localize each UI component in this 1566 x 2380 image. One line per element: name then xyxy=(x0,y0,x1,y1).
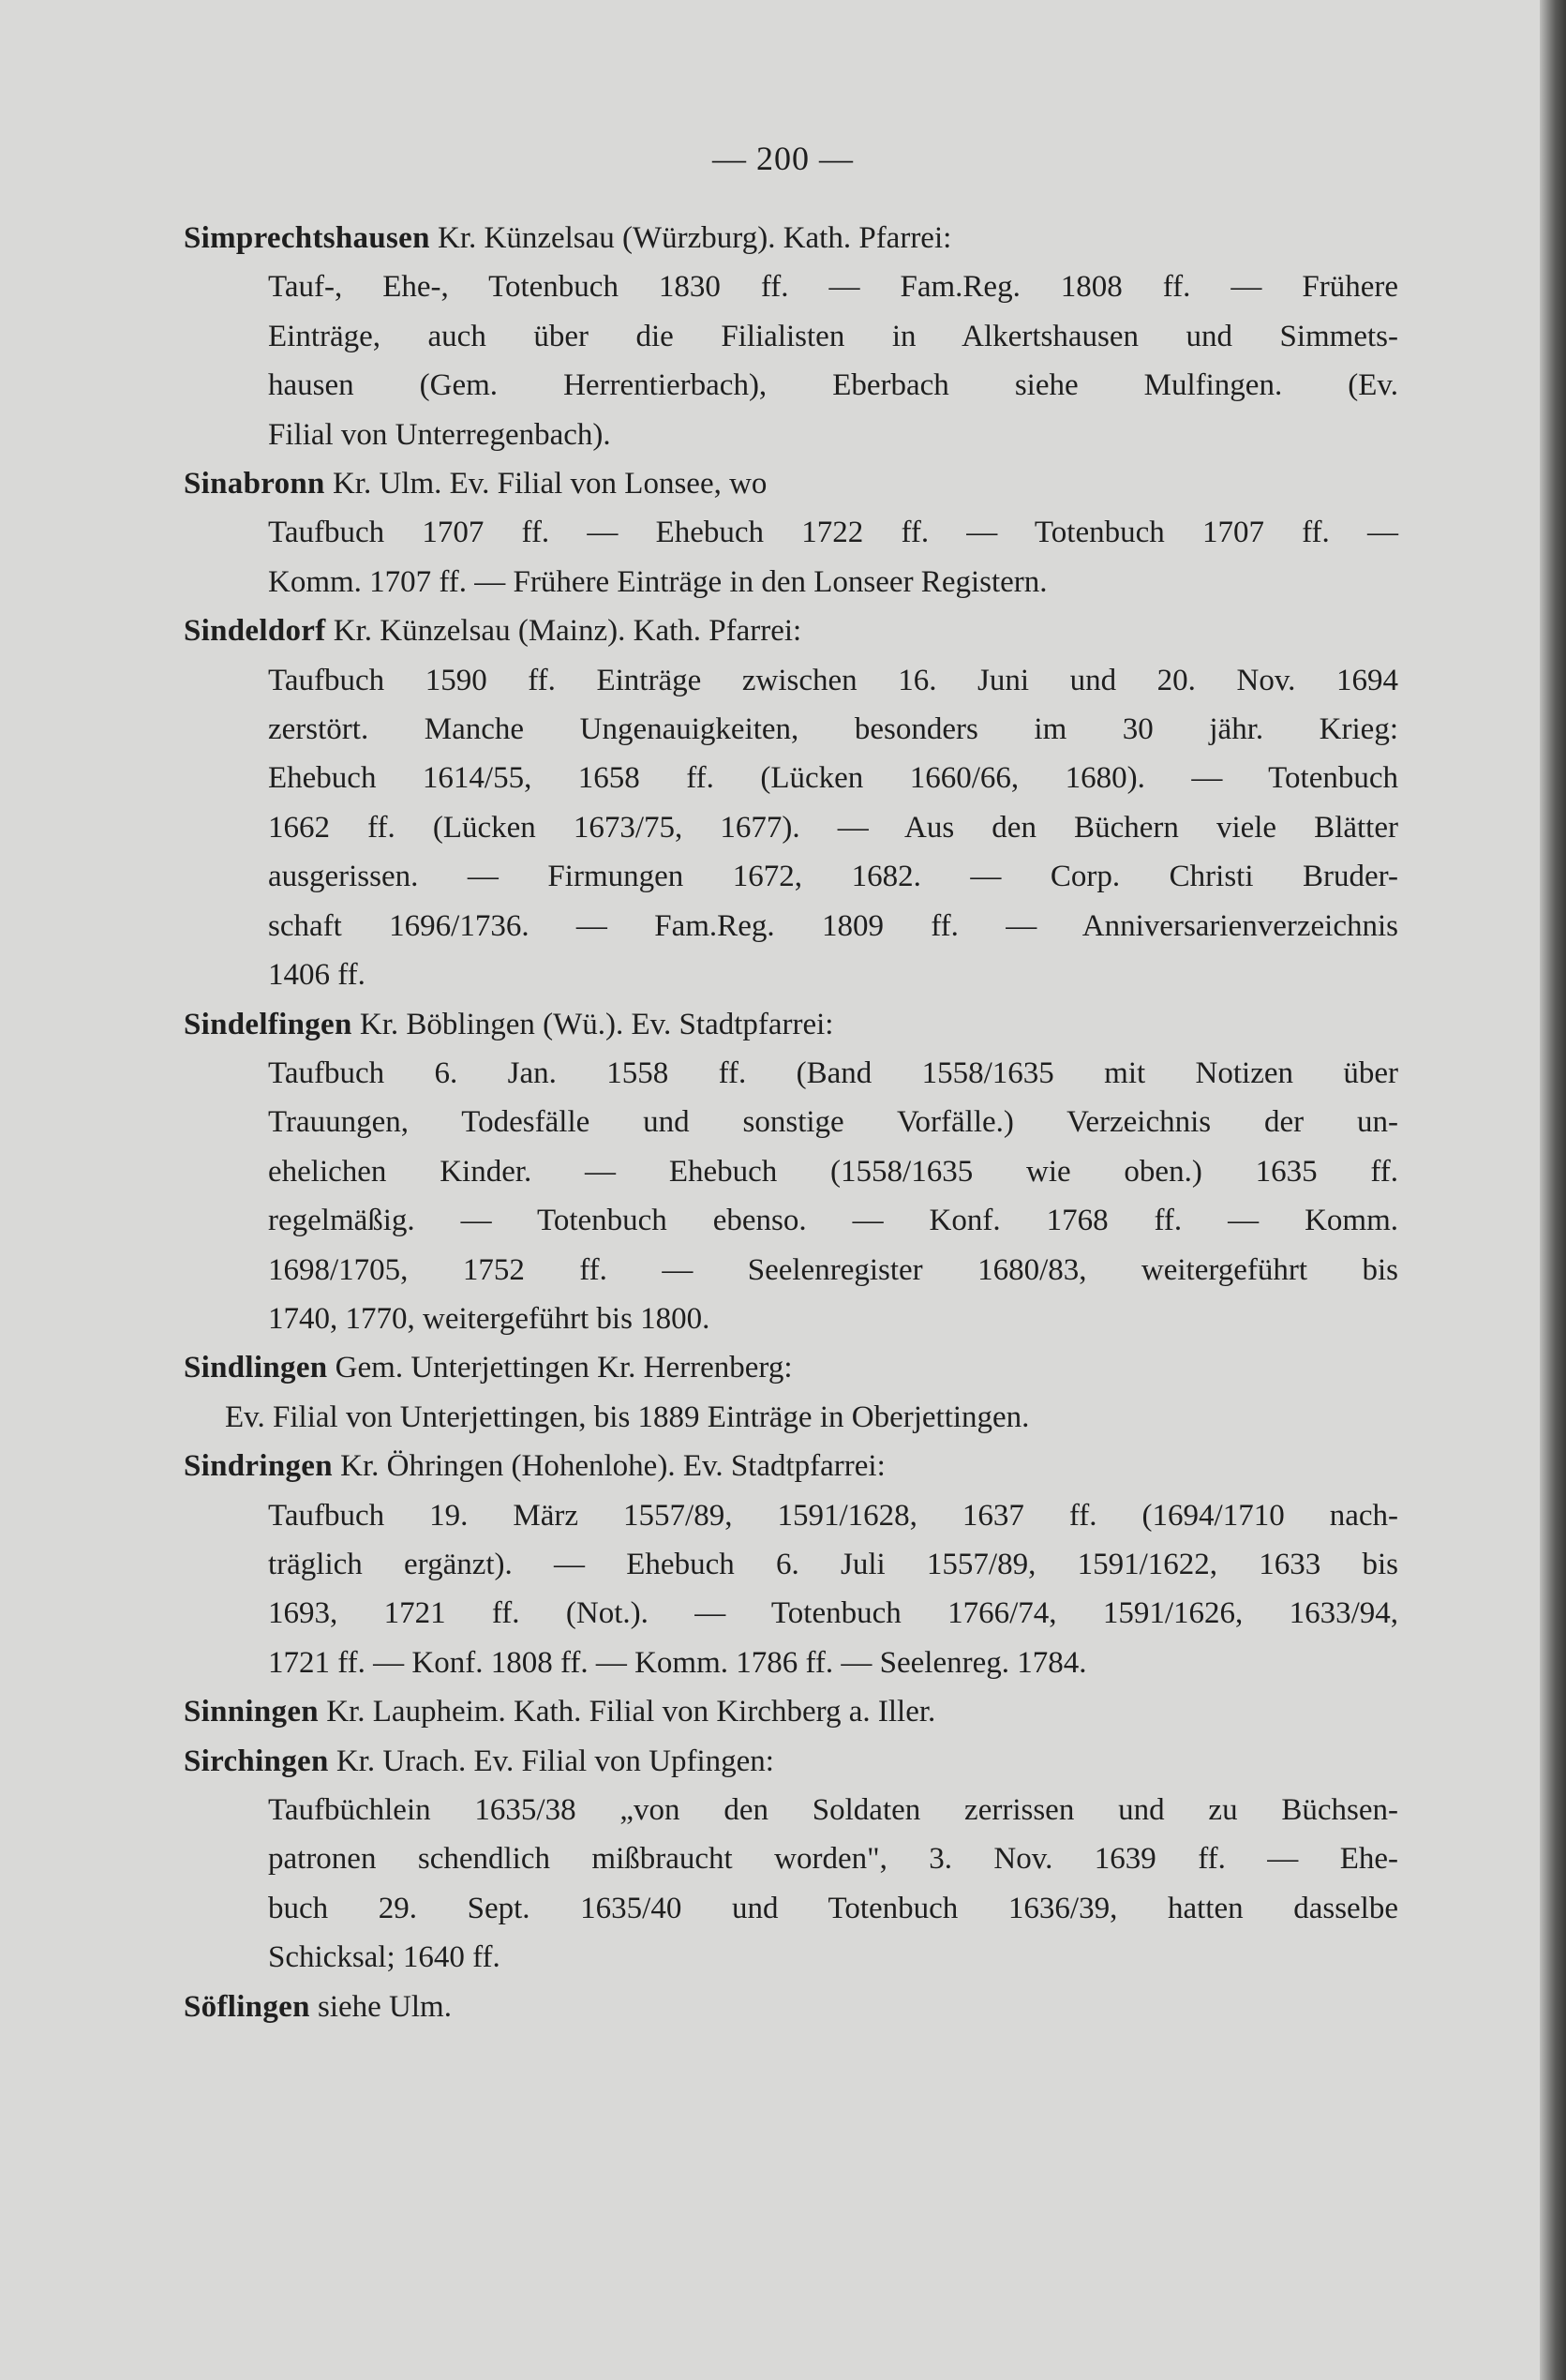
place-name: Sinabronn xyxy=(184,467,325,501)
register-entry xyxy=(184,1442,1398,1687)
entry-text-line xyxy=(184,1639,1398,1687)
line-text: ehelichen Kinder. — Ehebuch (1558/1635 wie oben.) 1635 ff. xyxy=(268,1154,1398,1189)
entry-text-line xyxy=(184,1295,1398,1343)
line-text: Tauf-, Ehe-, Totenbuch 1830 ff. — Fam.Reg. 1808 ff. — Frühere xyxy=(268,270,1398,305)
entry-text-line xyxy=(184,1589,1398,1638)
line-text: träglich ergänzt). — Ehebuch 6. Juli 1557/89, 1591/1622, 1633 bis xyxy=(268,1547,1398,1581)
entry-text-line xyxy=(184,1933,1398,1982)
place-name: Sindlingen xyxy=(184,1351,328,1385)
line-text: Kr. Böblingen (Wü.). Ev. Stadtpfarrei: xyxy=(359,1007,834,1041)
register-entry xyxy=(184,459,1398,606)
register-entry xyxy=(184,1983,1398,2031)
entry-text-line xyxy=(184,852,1398,901)
entry-text-line xyxy=(184,411,1398,459)
entry-text-line xyxy=(184,1834,1398,1883)
entry-heading-line xyxy=(184,1343,1398,1392)
entry-text-line xyxy=(184,1540,1398,1589)
line-text: Taufbuch 1590 ff. Einträge zwischen 16. Juni und 20. Nov. 1694 xyxy=(268,663,1398,697)
line-text: Kr. Ulm. Ev. Filial von Lonsee, wo xyxy=(332,467,768,501)
entry-text-line xyxy=(184,262,1398,311)
line-text: zerstört. Manche Ungenauigkeiten, besonders im 30 jähr. Krieg: xyxy=(268,712,1398,747)
line-text: Komm. 1707 ff. — Frühere Einträge in den Lonseer Registern. xyxy=(268,564,1048,599)
line-text: regelmäßig. — Totenbuch ebenso. — Konf. 1768 ff. — Komm. xyxy=(268,1204,1398,1238)
entry-text-line xyxy=(184,361,1398,410)
entry-heading-line xyxy=(184,1442,1398,1490)
line-text: schaft 1696/1736. — Fam.Reg. 1809 ff. — Anniversarienverzeichnis xyxy=(268,908,1398,943)
line-text: Filial von Unterregenbach). xyxy=(268,417,611,452)
line-text: 1693, 1721 ff. (Not.). — Totenbuch 1766/74, 1591/1626, 1633/94, xyxy=(268,1596,1398,1631)
line-text: patronen schendlich mißbraucht worden", 3. Nov. 1639 ff. — Ehe- xyxy=(268,1842,1398,1877)
scan-page-edge xyxy=(1540,0,1566,2380)
line-text: Kr. Künzelsau (Würzburg). Kath. Pfarrei: xyxy=(438,221,952,255)
line-text: ausgerissen. — Firmungen 1672, 1682. — Corp. Christi Bruder- xyxy=(268,860,1398,894)
entry-heading-line xyxy=(184,1983,1398,2031)
entry-text-line xyxy=(184,1491,1398,1540)
line-text: hausen (Gem. Herrentierbach), Eberbach siehe Mulfingen. (Ev. xyxy=(268,368,1398,403)
line-text: Gem. Unterjettingen Kr. Herrenberg: xyxy=(335,1351,793,1385)
line-text: buch 29. Sept. 1635/40 und Totenbuch 1636/39, hatten dasselbe xyxy=(268,1891,1398,1925)
entry-heading-line xyxy=(184,1000,1398,1049)
entry-heading-line xyxy=(184,1737,1398,1786)
register-entry xyxy=(184,1343,1398,1442)
entry-text-line xyxy=(184,1786,1398,1834)
line-text: Kr. Öhringen (Hohenlohe). Ev. Stadtpfarrei: xyxy=(340,1449,886,1484)
entry-text-line xyxy=(184,803,1398,852)
entry-text-line xyxy=(184,1196,1398,1245)
line-text: 1406 ff. xyxy=(268,958,365,993)
line-text: 1721 ff. — Konf. 1808 ff. — Komm. 1786 ff. — Seelenreg. 1784. xyxy=(268,1645,1087,1680)
entry-heading-line xyxy=(184,606,1398,655)
entry-text-line xyxy=(184,1049,1398,1098)
entry-text-line xyxy=(184,558,1398,606)
line-text: Taufbuch 6. Jan. 1558 ff. (Band 1558/1635 mit Notizen über xyxy=(268,1055,1398,1090)
line-text: Ehebuch 1614/55, 1658 ff. (Lücken 1660/66, 1680). — Totenbuch xyxy=(268,761,1398,796)
entry-text-line xyxy=(184,1884,1398,1933)
line-text: Taufbuch 19. März 1557/89, 1591/1628, 1637 ff. (1694/1710 nach- xyxy=(268,1498,1398,1533)
line-text: Kr. Künzelsau (Mainz). Kath. Pfarrei: xyxy=(333,614,802,649)
line-text: Ev. Filial von Unterjettingen, bis 1889 Einträge in Oberjettingen. xyxy=(225,1400,1030,1434)
line-text: 1662 ff. (Lücken 1673/75, 1677). — Aus den Büchern viele Blätter xyxy=(268,810,1398,845)
place-name: Simprechtshausen xyxy=(184,221,430,255)
entry-text-line xyxy=(184,312,1398,361)
entry-text-line xyxy=(184,705,1398,754)
entry-text-line xyxy=(184,656,1398,705)
entry-heading-line xyxy=(184,459,1398,508)
line-text: siehe Ulm. xyxy=(317,1989,452,2024)
line-text: Schicksal; 1640 ff. xyxy=(268,1940,500,1975)
register-entry xyxy=(184,1737,1398,1983)
place-name: Sindeldorf xyxy=(184,614,326,649)
entry-text-line xyxy=(184,1147,1398,1196)
place-name: Sirchingen xyxy=(184,1744,329,1778)
register-entry xyxy=(184,1687,1398,1736)
entry-text-line xyxy=(184,1246,1398,1295)
line-text: Taufbüchlein 1635/38 „von den Soldaten zerrissen und zu Büchsen- xyxy=(268,1793,1398,1827)
entry-text-line xyxy=(184,902,1398,951)
register-entry xyxy=(184,214,1398,459)
entry-text-line xyxy=(184,951,1398,999)
line-text: Trauungen, Todesfälle und sonstige Vorfälle.) Verzeichnis der un- xyxy=(268,1105,1398,1140)
line-text: Kr. Urach. Ev. Filial von Upfingen: xyxy=(336,1744,774,1778)
entry-heading-line xyxy=(184,214,1398,262)
register-entry xyxy=(184,606,1398,999)
register-entries xyxy=(184,214,1398,2031)
entry-heading-line xyxy=(184,1687,1398,1736)
line-text: Einträge, auch über die Filialisten in Alkertshausen und Simmets- xyxy=(268,319,1398,353)
entry-text-line xyxy=(184,754,1398,802)
line-text: Kr. Laupheim. Kath. Filial von Kirchberg a. Iller. xyxy=(326,1695,936,1729)
page-number: — 200 — xyxy=(712,140,854,177)
line-text: 1698/1705, 1752 ff. — Seelenregister 1680/83, weitergeführt bis xyxy=(268,1252,1398,1287)
line-text: 1740, 1770, weitergeführt bis 1800. xyxy=(268,1301,710,1336)
entry-text-line xyxy=(184,1098,1398,1146)
register-entry xyxy=(184,1000,1398,1344)
place-name: Söflingen xyxy=(184,1989,310,2024)
place-name: Sindelfingen xyxy=(184,1007,352,1041)
line-text: Taufbuch 1707 ff. — Ehebuch 1722 ff. — Totenbuch 1707 ff. — xyxy=(268,516,1398,550)
place-name: Sinningen xyxy=(184,1695,319,1729)
entry-text-line xyxy=(184,1393,1398,1442)
place-name: Sindringen xyxy=(184,1449,333,1484)
entry-text-line xyxy=(184,508,1398,557)
